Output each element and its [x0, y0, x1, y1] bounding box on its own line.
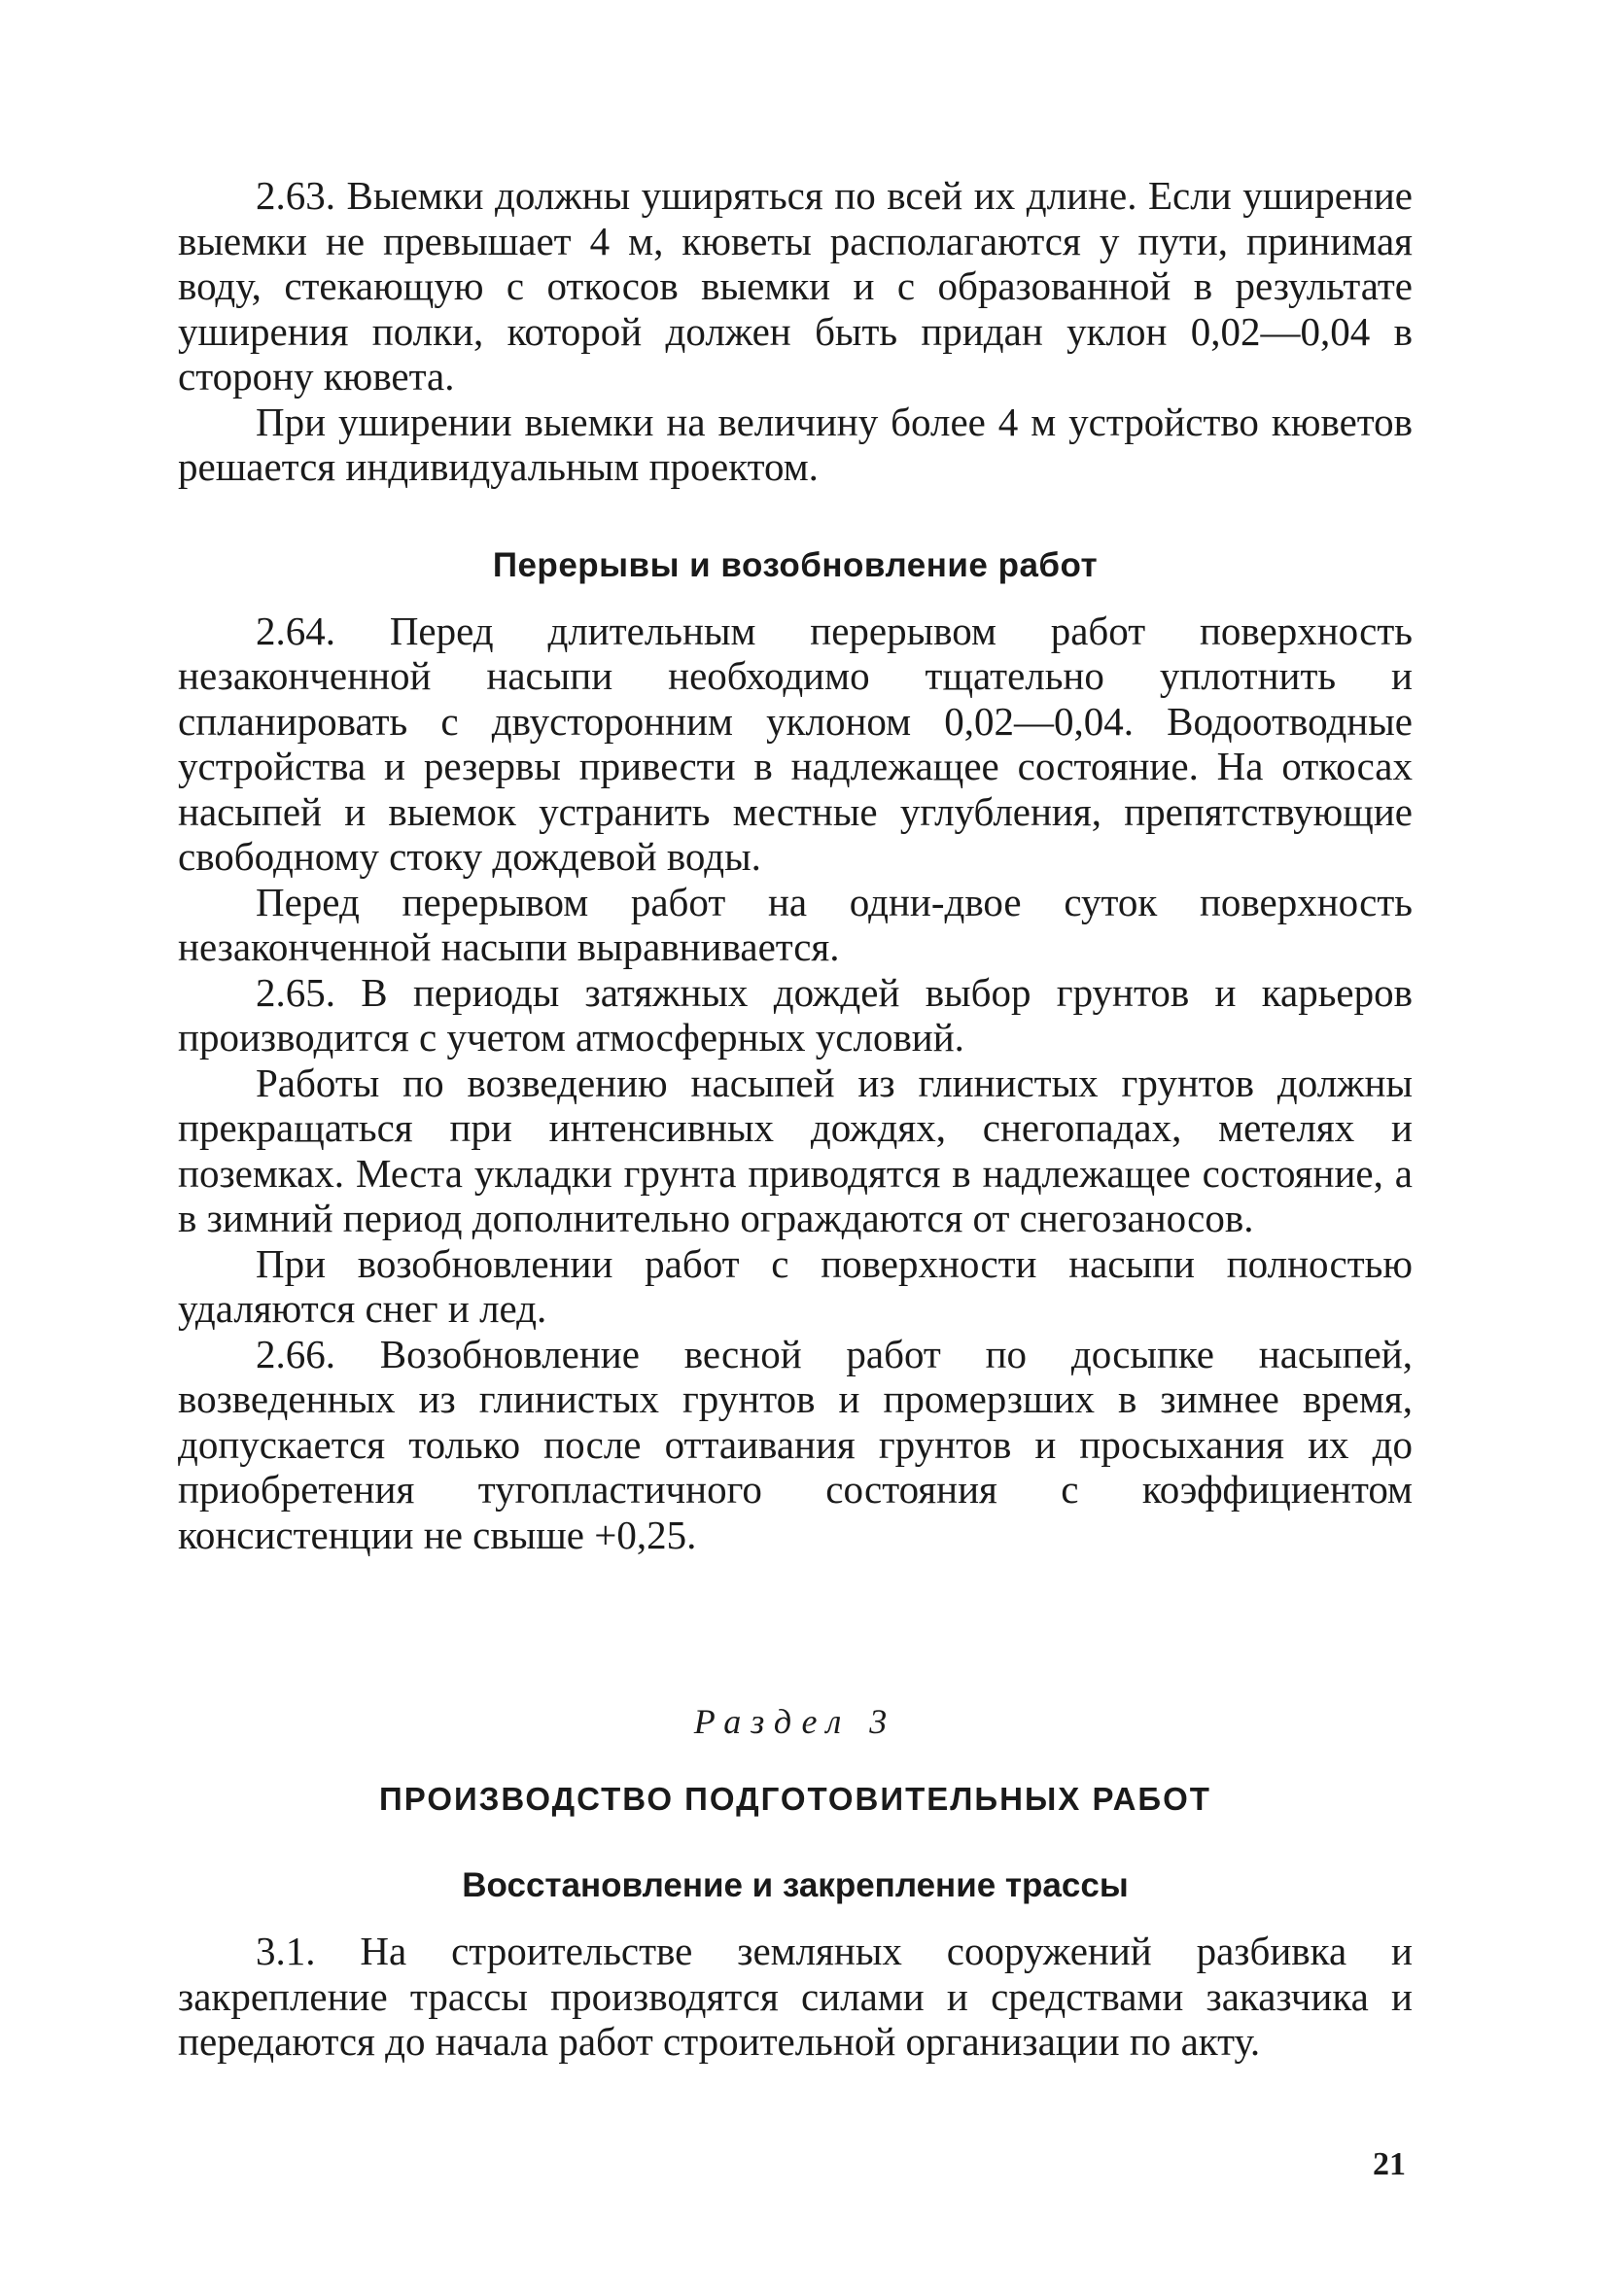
paragraph-2-64: 2.64. Перед длительным перерывом работ поверхность незаконченной насыпи необходимо тщательно уплотнить и спланировать с двусторонним уклоном 0,02—0,04. Водоотводные устройства и резервы привести в надлежащее состояние. На откосах насыпей и выемок устранить местные углубления, препятствующие свободному стоку дождевой воды. [178, 608, 1413, 879]
paragraph-2-65-works: Работы по возведению насыпей из глинистых грунтов должны прекращаться при интенсивных дождях, снегопадах, метелях и поземках. Места укладки грунта приводятся в надлежащее состояние, а в зимний период дополнительно ограждаются от снегозаносов. [178, 1060, 1413, 1240]
section-heading: Перерывы и возобновление работ [492, 545, 1099, 584]
subsection-heading: Восстановление и закрепление трассы [462, 1866, 1129, 1904]
paragraph-3-1: 3.1. На строительстве земляных сооружений разбивка и закрепление трассы производятся силами и средствами заказчика и передаются до начала работ строительной организации по акту. [178, 1929, 1413, 2064]
paragraph-2-66: 2.66. Возобновление весной работ по досыпке насыпей, возведенных из глинистых грунтов и промерзших в зимнее время, допускается только после оттаивания грунтов и просыхания их до приобретения тугопластичного состояния с коэффициентом консистенции не свыше +0,25. [178, 1331, 1413, 1557]
paragraph-2-63: 2.63. Выемки должны уширяться по всей их длине. Если уширение выемки не превышает 4 м, кюветы располагаются у пути, принимая воду, стекающую с откосов выемки и с образованной в результате уширения полки, которой должен быть придан уклон 0,02—0,04 в сторону кювета. [178, 173, 1413, 399]
part-title: ПРОИЗВОДСТВО ПОДГОТОВИТЕЛЬНЫХ РАБОТ [379, 1781, 1211, 1817]
paragraph-2-65-resume: При возобновлении работ с поверхности насыпи полностью удаляются снег и лед. [178, 1240, 1413, 1331]
paragraph-2-63-continued: При уширении выемки на величину более 4 м устройство кюветов решается индивидуальным проектом. [178, 399, 1413, 489]
paragraph-2-65: 2.65. В периоды затяжных дождей выбор грунтов и карьеров производится с учетом атмосферных условий. [178, 969, 1413, 1060]
part-label: Раздел 3 [693, 1702, 897, 1741]
paragraph-2-64-continued: Перед перерывом работ на одни-двое суток поверхность незаконченной насыпи выравнивается. [178, 879, 1413, 969]
page-content [178, 173, 1413, 2065]
page-number: 21 [1373, 2146, 1406, 2182]
